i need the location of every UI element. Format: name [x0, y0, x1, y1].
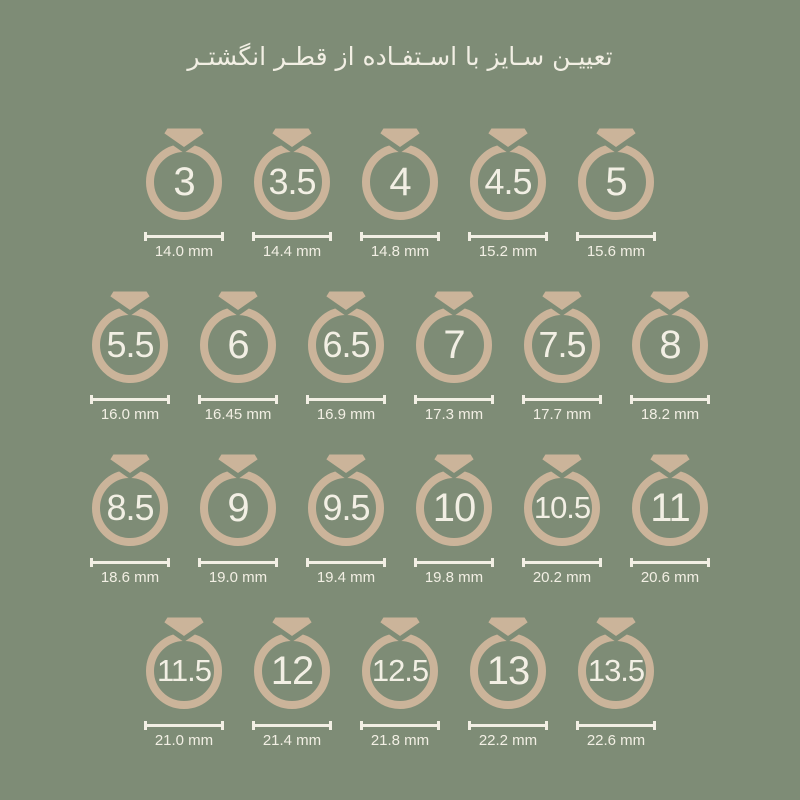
ring-figure — [186, 446, 290, 552]
diameter-value: 18.2 mm — [640, 406, 700, 423]
diameter-measure-line — [252, 721, 332, 730]
diamond-gem-icon — [539, 452, 585, 476]
measure-bar — [201, 398, 275, 401]
diameter-value: 14.4 mm — [262, 243, 322, 260]
ring-figure — [240, 120, 344, 226]
ring-row — [0, 609, 800, 750]
ring-size-item — [78, 446, 182, 587]
ring-size-label: 3 — [173, 160, 195, 204]
ring-figure — [402, 283, 506, 389]
measure-end-tick — [707, 395, 710, 404]
ring-row — [0, 283, 800, 424]
diameter-value: 22.2 mm — [478, 732, 538, 749]
ring-figure — [240, 609, 344, 715]
diameter-measure-line — [90, 558, 170, 567]
diameter-value: 21.0 mm — [154, 732, 214, 749]
ring-size-label: 5.5 — [106, 324, 154, 365]
measure-end-tick — [545, 721, 548, 730]
ring-size-label: 10.5 — [533, 490, 591, 525]
diamond-gem-icon — [107, 452, 153, 476]
measure-end-tick — [437, 232, 440, 241]
ring-size-label: 11.5 — [156, 653, 212, 688]
diameter-measure-line — [198, 558, 278, 567]
diameter-value: 14.8 mm — [370, 243, 430, 260]
ring-size-item — [564, 609, 668, 750]
ring-figure — [564, 120, 668, 226]
diamond-gem-icon — [431, 289, 477, 313]
ring-size-label: 10 — [432, 486, 476, 530]
measure-bar — [201, 561, 275, 564]
diameter-measure-line — [360, 721, 440, 730]
measure-bar — [255, 235, 329, 238]
ring-size-item — [348, 120, 452, 261]
measure-end-tick — [275, 558, 278, 567]
diameter-measure-line — [576, 232, 656, 241]
ring-figure — [456, 120, 560, 226]
diameter-measure-line — [252, 232, 332, 241]
measure-bar — [471, 724, 545, 727]
ring-size-item — [510, 446, 614, 587]
ring-size-item — [456, 120, 560, 261]
ring-size-label: 11 — [650, 486, 690, 530]
diameter-value: 19.8 mm — [424, 569, 484, 586]
ring-size-label: 6.5 — [322, 324, 370, 365]
ring-size-item — [456, 609, 560, 750]
diameter-value: 16.9 mm — [316, 406, 376, 423]
diamond-gem-icon — [593, 615, 639, 639]
diameter-measure-line — [630, 558, 710, 567]
measure-end-tick — [221, 721, 224, 730]
diamond-gem-icon — [377, 126, 423, 150]
diameter-value: 17.7 mm — [532, 406, 592, 423]
ring-size-label: 3.5 — [268, 161, 316, 202]
measure-end-tick — [383, 558, 386, 567]
ring-figure — [510, 283, 614, 389]
measure-end-tick — [653, 721, 656, 730]
diameter-measure-line — [360, 232, 440, 241]
diameter-measure-line — [144, 232, 224, 241]
ring-size-label: 12 — [270, 649, 314, 693]
measure-bar — [417, 398, 491, 401]
ring-figure — [618, 446, 722, 552]
measure-bar — [633, 561, 707, 564]
measure-end-tick — [329, 721, 332, 730]
ring-figure — [186, 283, 290, 389]
ring-size-label: 6 — [227, 323, 249, 367]
measure-end-tick — [167, 395, 170, 404]
diameter-value: 21.8 mm — [370, 732, 430, 749]
ring-size-item — [348, 609, 452, 750]
diameter-value: 18.6 mm — [100, 569, 160, 586]
ring-figure — [294, 283, 398, 389]
ring-size-item — [186, 446, 290, 587]
diameter-measure-line — [630, 395, 710, 404]
measure-end-tick — [437, 721, 440, 730]
diamond-gem-icon — [215, 289, 261, 313]
ring-size-label: 13 — [486, 649, 530, 693]
ring-figure — [510, 446, 614, 552]
diamond-gem-icon — [215, 452, 261, 476]
diameter-measure-line — [306, 558, 386, 567]
measure-bar — [255, 724, 329, 727]
diameter-value: 17.3 mm — [424, 406, 484, 423]
diameter-measure-line — [468, 232, 548, 241]
ring-size-label: 8.5 — [106, 487, 154, 528]
measure-end-tick — [491, 395, 494, 404]
diamond-gem-icon — [485, 615, 531, 639]
measure-end-tick — [599, 395, 602, 404]
diamond-gem-icon — [269, 615, 315, 639]
measure-bar — [363, 235, 437, 238]
ring-size-item — [402, 283, 506, 424]
measure-bar — [579, 724, 653, 727]
measure-bar — [417, 561, 491, 564]
diamond-gem-icon — [269, 126, 315, 150]
measure-end-tick — [221, 232, 224, 241]
measure-bar — [93, 398, 167, 401]
ring-figure — [348, 609, 452, 715]
diameter-value: 20.6 mm — [640, 569, 700, 586]
ring-figure — [78, 446, 182, 552]
ring-size-label: 4.5 — [484, 161, 532, 202]
diamond-gem-icon — [323, 452, 369, 476]
diameter-measure-line — [306, 395, 386, 404]
ring-size-label: 13.5 — [587, 653, 645, 688]
ring-size-item — [240, 120, 344, 261]
ring-size-item — [240, 609, 344, 750]
diameter-value: 20.2 mm — [532, 569, 592, 586]
ring-figure — [402, 446, 506, 552]
ring-size-item — [78, 283, 182, 424]
diameter-value: 16.0 mm — [100, 406, 160, 423]
ring-size-label: 12.5 — [371, 653, 429, 688]
ring-size-label: 9 — [227, 486, 249, 530]
page-title: تعییـن سـایز با اسـتفـاده از قطـر انگشتـر — [187, 42, 613, 71]
ring-figure — [78, 283, 182, 389]
measure-end-tick — [599, 558, 602, 567]
diameter-value: 15.6 mm — [586, 243, 646, 260]
diameter-value: 19.4 mm — [316, 569, 376, 586]
diamond-gem-icon — [431, 452, 477, 476]
diamond-gem-icon — [107, 289, 153, 313]
ring-figure — [348, 120, 452, 226]
diameter-value: 15.2 mm — [478, 243, 538, 260]
measure-end-tick — [383, 395, 386, 404]
measure-bar — [147, 724, 221, 727]
ring-size-item — [132, 609, 236, 750]
diameter-measure-line — [414, 395, 494, 404]
measure-bar — [309, 398, 383, 401]
diameter-measure-line — [522, 395, 602, 404]
diamond-gem-icon — [161, 615, 207, 639]
diameter-value: 22.6 mm — [586, 732, 646, 749]
measure-end-tick — [275, 395, 278, 404]
ring-figure — [618, 283, 722, 389]
measure-bar — [363, 724, 437, 727]
ring-size-item — [618, 283, 722, 424]
diameter-measure-line — [198, 395, 278, 404]
diameter-value: 21.4 mm — [262, 732, 322, 749]
ring-size-item — [510, 283, 614, 424]
diamond-gem-icon — [539, 289, 585, 313]
ring-size-item — [294, 283, 398, 424]
ring-figure — [564, 609, 668, 715]
diamond-gem-icon — [377, 615, 423, 639]
measure-bar — [579, 235, 653, 238]
diameter-measure-line — [468, 721, 548, 730]
measure-bar — [633, 398, 707, 401]
ring-size-label: 8 — [659, 323, 681, 367]
measure-bar — [525, 561, 599, 564]
diamond-gem-icon — [485, 126, 531, 150]
measure-bar — [309, 561, 383, 564]
diameter-measure-line — [576, 721, 656, 730]
measure-end-tick — [167, 558, 170, 567]
measure-bar — [525, 398, 599, 401]
ring-size-item — [402, 446, 506, 587]
measure-bar — [147, 235, 221, 238]
diamond-gem-icon — [593, 126, 639, 150]
ring-row — [0, 446, 800, 587]
ring-figure — [456, 609, 560, 715]
ring-size-item — [618, 446, 722, 587]
ring-size-item — [294, 446, 398, 587]
measure-end-tick — [653, 232, 656, 241]
ring-row — [0, 120, 800, 261]
ring-figure — [132, 120, 236, 226]
measure-end-tick — [707, 558, 710, 567]
measure-bar — [471, 235, 545, 238]
diameter-measure-line — [90, 395, 170, 404]
diameter-value: 14.0 mm — [154, 243, 214, 260]
measure-bar — [93, 561, 167, 564]
ring-size-item — [132, 120, 236, 261]
ring-size-item — [564, 120, 668, 261]
diameter-measure-line — [144, 721, 224, 730]
diamond-gem-icon — [647, 289, 693, 313]
ring-size-label: 9.5 — [322, 487, 370, 528]
ring-size-label: 4 — [389, 160, 411, 204]
measure-end-tick — [329, 232, 332, 241]
diameter-measure-line — [414, 558, 494, 567]
ring-grid — [0, 120, 800, 750]
diameter-value: 16.45 mm — [204, 406, 272, 423]
diamond-gem-icon — [323, 289, 369, 313]
measure-end-tick — [545, 232, 548, 241]
ring-size-label: 7 — [443, 323, 465, 367]
diameter-value: 19.0 mm — [208, 569, 268, 586]
ring-size-item — [186, 283, 290, 424]
ring-size-label: 7.5 — [538, 324, 586, 365]
diamond-gem-icon — [161, 126, 207, 150]
ring-figure — [132, 609, 236, 715]
diamond-gem-icon — [647, 452, 693, 476]
measure-end-tick — [491, 558, 494, 567]
diameter-measure-line — [522, 558, 602, 567]
ring-size-label: 5 — [605, 160, 627, 204]
ring-figure — [294, 446, 398, 552]
